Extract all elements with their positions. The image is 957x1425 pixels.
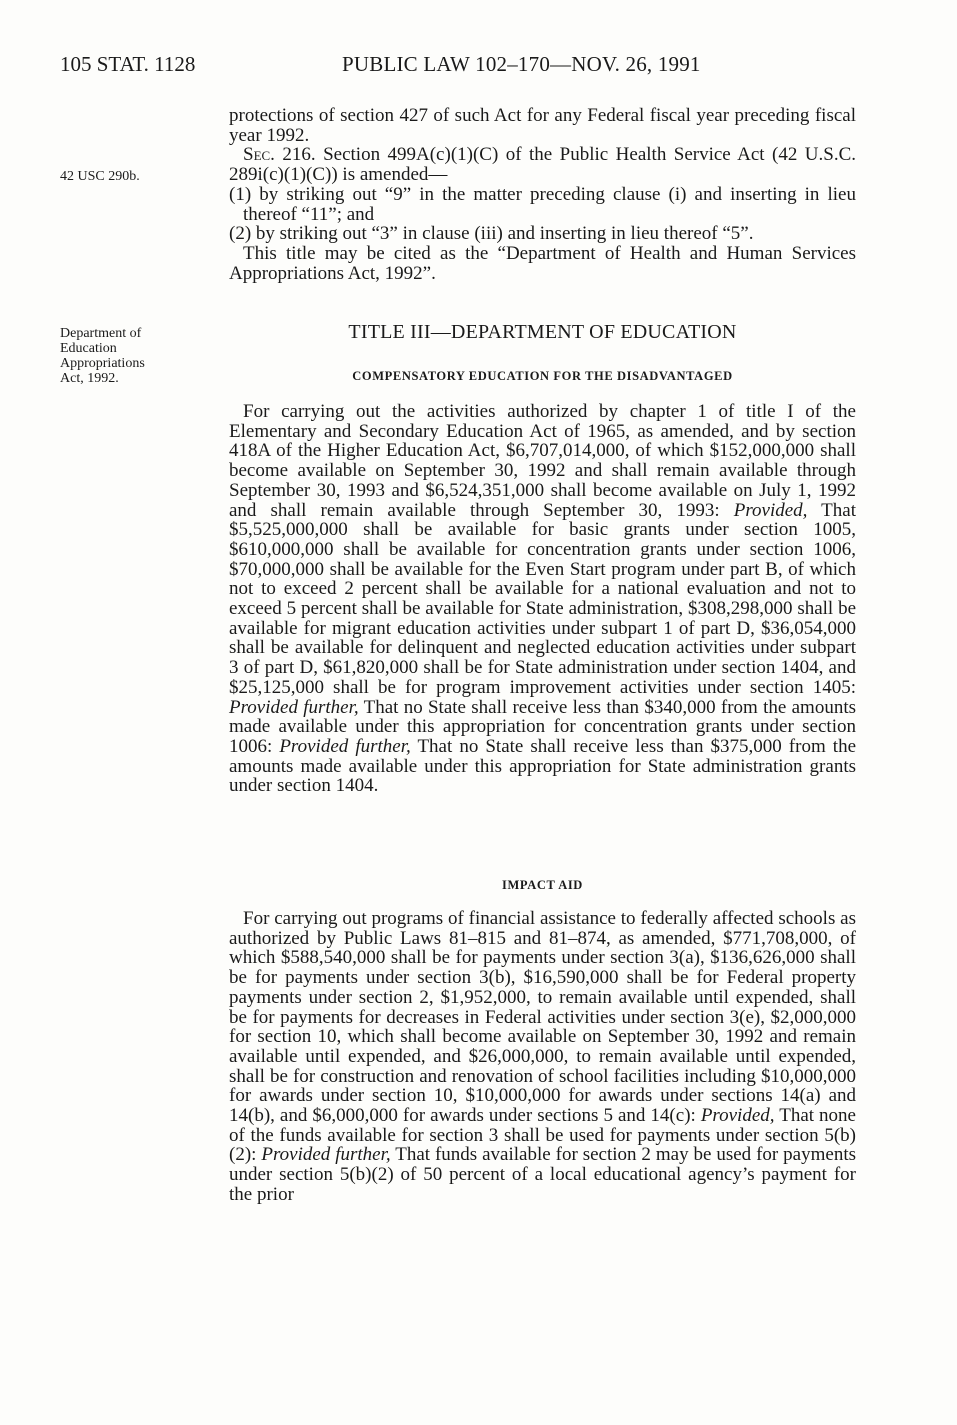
compensatory-text-d: That no State shall receive less than $375,000 from the amounts made available under this appropriation for State administration grants under section 1404. — [229, 735, 857, 797]
margin-note-department — [60, 326, 145, 386]
top-section — [229, 106, 856, 283]
compensatory-text-a: For carrying out the activities authorized by chapter 1 of title I of the Elementary and Secondary Education Act of 1965, as amended, and by section 418A of the Higher Education Act, $6,707,014,000, of which $152,000,000 shall become available on September 30, 1992 and shall remain available through September 30, 1993 and $6,524,351,000 shall become available on July 1, 1992 and shall remain available through September 30, 1993: — [229, 401, 856, 521]
impact-aid-heading: IMPACT AID — [502, 878, 583, 892]
margin-note-line: Education — [60, 341, 117, 356]
page-header — [60, 52, 910, 82]
law-title: PUBLIC LAW 102–170—NOV. 26, 1991 — [342, 52, 701, 76]
proviso: Provided further, — [229, 696, 359, 718]
compensatory-section — [229, 402, 856, 796]
section-216-paragraph — [229, 145, 856, 184]
compensatory-text-b: That $5,525,000,000 shall be available for basic grants under section 1005, $610,000,000 shall be available for concentration grants under section 1006, $70,000,000 shall be available for the Even Start program under part B, of which not to exceed 2 percent shall be available for a national evaluation and not to exceed 5 percent shall be available for State administration, $308,298,000 shall be available for migrant education activities under subpart 1 of part D, $36,054,000 shall be available for delinquent and neglected education activities under subpart 3 of part D, $61,820,000 shall be for State administration under section 1404, and $25,125,000 shall be for program improvement activities under section 1405: — [229, 499, 856, 698]
continuation-paragraph: protections of section 427 of such Act for any Federal fiscal year preceding fiscal year 1992. — [229, 105, 856, 146]
margin-note-usc: 42 USC 290b. — [60, 169, 140, 184]
sec-label: Sec. — [243, 144, 275, 166]
impact-aid-paragraph — [229, 909, 856, 1205]
impact-aid-text-a: For carrying out programs of financial assistance to federally affected schools as authorized by Public Laws 81–815 and 81–874, as amended, $771,708,000, of which $588,540,000 shall be for payments under section 3(a), $136,626,000 shall be for payments under section 3(b), $16,590,000 shall be for Federal property payments under section 2, $1,952,000, to remain available until expended, shall be for payments for decreases in Federal activities under section 3(e), $2,000,000 for section 10, which shall become available on September 30, 1992 and remain available until expended, and $26,000,000, to remain available until expended, shall be for construction and renovation of school facilities including $10,000,000 for awards under section 10, $10,000,000 for awards under sections 14(a) and 14(b), and $6,000,000 for awards under sections 5 and 14(c): — [229, 908, 856, 1127]
compensatory-text-c: That no State shall receive less than $340,000 from the amounts made available under this appropriation for concentration grants under section 1006: — [229, 696, 856, 757]
margin-note-line: Act, 1992. — [60, 371, 119, 386]
section-216-text: 216. Section 499A(c)(1)(C) of the Public Health Service Act (42 U.S.C. 289i(c)(1)(C)) is amended— — [229, 144, 856, 186]
margin-note-line: Department of — [60, 326, 142, 341]
compensatory-heading: COMPENSATORY EDUCATION FOR THE DISADVANTAGED — [352, 369, 733, 383]
title-citation-paragraph: This title may be cited as the “Department of Health and Human Services Appropriations Act, 1992”. — [229, 242, 856, 284]
margin-note-line: Appropriations — [60, 356, 145, 371]
amendment-clause-2: (2) by striking out “3” in clause (iii) and inserting in lieu thereof “5”. — [229, 223, 754, 245]
proviso: Provided, — [700, 1105, 775, 1127]
impact-aid-section — [229, 909, 856, 1205]
impact-aid-text-b: That none of the funds available for section 3 shall be used for payments under section 5(b)(2): — [229, 1105, 856, 1166]
compensatory-paragraph — [229, 402, 856, 796]
stat-page-number: 105 STAT. 1128 — [60, 52, 196, 76]
proviso: Provided further, — [279, 735, 411, 757]
proviso: Provided, — [733, 499, 808, 521]
title-heading: TITLE III—DEPARTMENT OF EDUCATION — [348, 321, 737, 343]
impact-aid-text-c: That funds available for section 2 may be used for payments under section 5(b)(2) of 50 percent of a local educational agency’s payment for the prior — [229, 1144, 856, 1205]
proviso: Provided further, — [261, 1144, 391, 1166]
amendment-clause-1: (1) by striking out “9” in the matter preceding clause (i) and inserting in lieu thereof “11”; and — [229, 183, 856, 225]
